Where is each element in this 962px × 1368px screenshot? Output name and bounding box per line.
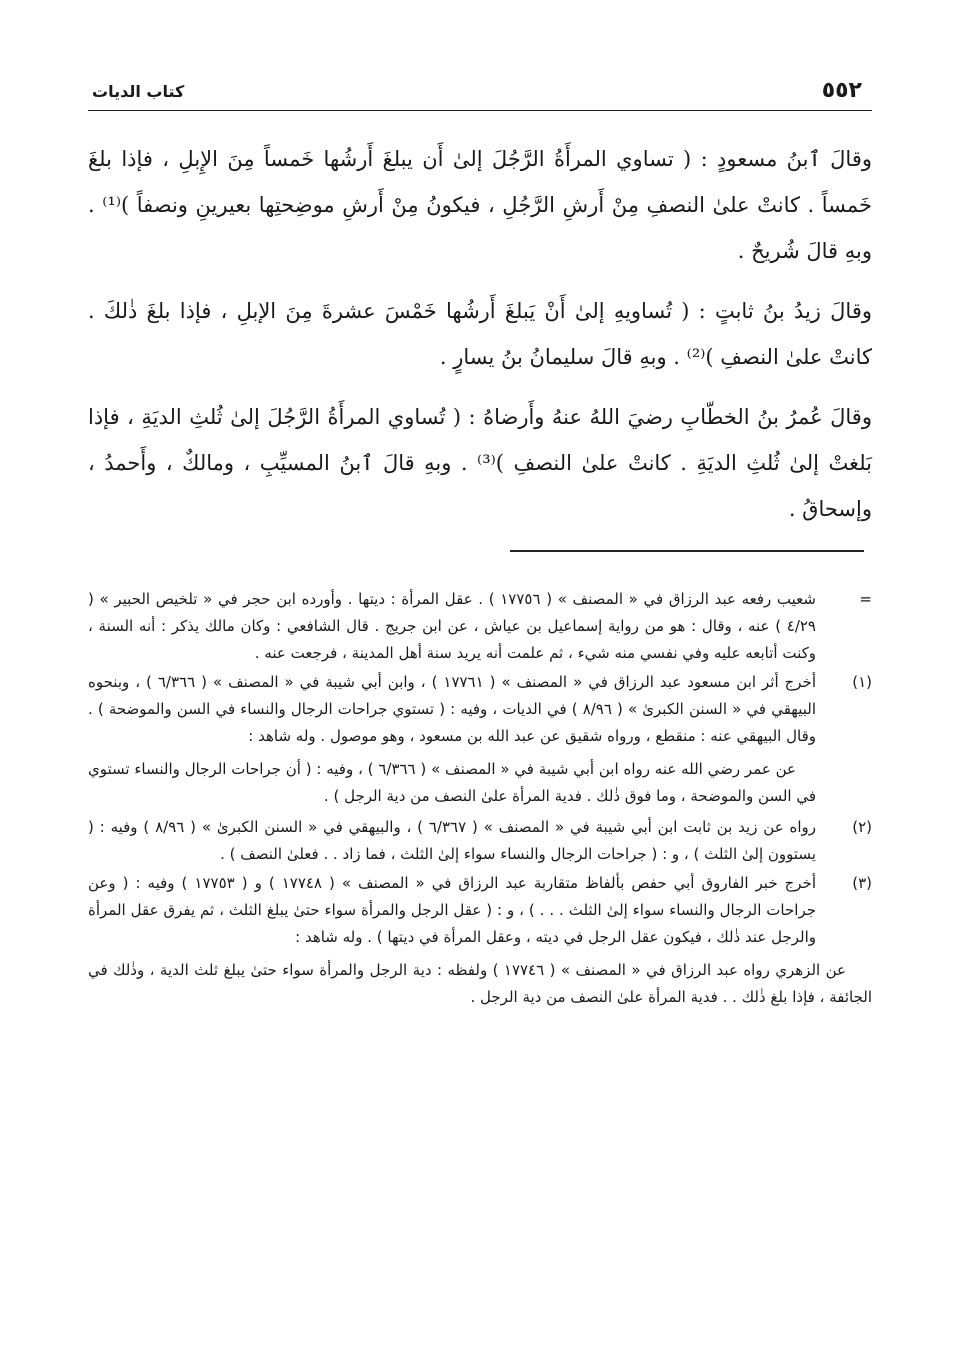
footnote-2 — [88, 814, 872, 868]
footnote-2-marker: (٢) — [852, 818, 872, 836]
footnote-continuation-marker: = — [859, 590, 872, 608]
page-number: ٥٥٢ — [821, 78, 862, 103]
footnotes — [88, 586, 872, 1015]
book-page — [88, 70, 872, 1330]
page-header — [88, 70, 872, 111]
footnote-3-marker: (٣) — [852, 874, 872, 892]
footnote-continuation-text: شعيب رفعه عبد الرزاق في « المصنف » ( ١٧٧٥٦ ) . عقل المرأة : ديتها . وأورده ابن حجر في « تلخيص الحبير » ( ٤/٢٩ ) عنه ، وقال : هو من رواية إسماعيل بن عياش ، عن ابن جريج . قال الشافعي : وكان مالك يذكر : أنه السنة ، وكنت أتابعه عليه وفي نفسي منه شيء ، ثم علمت أنه يريد سنة أهل المدينة ، فرجعت عنه . — [88, 590, 816, 662]
footnote-3-text: أخرج خبر الفاروق أبي حفص بألفاظ متقاربة عبد الرزاق في « المصنف » ( ١٧٧٤٨ ) و ( ١٧٧٥٣ ) وفيه : ( وعن جراحات الرجال والنساء سواء إلىٰ الثلث . . . ) ، و : ( عقل الرجل والمرأة سواء حتىٰ يبلغ الثلث ، ثم يفرق عقل المرأة والرجل عند ذٰلك ، فيكون عقل الرجل في ديته ، وعقل المرأة في ديتها ) . وله شاهد : — [88, 874, 816, 946]
paragraph-umar-ibn-al-khattab: وقالَ عُمرُ بنُ الخطّابِ رضيَ اللهُ عنهُ وأَرضاهُ : ( تُساوي المرأَةُ الرَّجُلَ إلىٰ ثُلثِ الديَةِ ، فإذا بَلغتْ إلىٰ ثُلثِ الديَةِ . كانتْ علىٰ النصفِ )⁽³⁾ . وبهِ قالَ ٱبنُ المسيِّبِ ، ومالكٌ ، وأَحمدُ ، وإسحاقُ . — [88, 405, 872, 521]
paragraph-zayd-ibn-thabit: وقالَ زيدُ بنُ ثابتٍ : ( تُساويهِ إلىٰ أَنْ يَبلغَ أَرشُها خَمْسَ عشرةَ مِنَ الإبلِ ، فإذا بلغَ ذٰلكَ . كانتْ علىٰ النصفِ )⁽²⁾ . وبهِ قالَ سليمانُ بنُ يسارٍ . — [88, 299, 872, 369]
footnote-continuation — [88, 586, 872, 667]
running-title: كتاب الديات — [92, 82, 185, 101]
main-text — [88, 136, 872, 546]
footnote-3-witness: عن الزهري رواه عبد الرزاق في « المصنف » ( ١٧٧٤٦ ) ولفظه : دية الرجل والمرأة سواء حتىٰ يبلغ ثلث الدية ، وذٰلك في الجائفة ، فإذا بلغ ذٰلك . . فدية المرأة علىٰ النصف من دية الرجل . — [88, 961, 872, 1006]
paragraph-ibn-masud: وقالَ ٱبنُ مسعودٍ : ( تساوي المرأَةُ الرَّجُلَ إلىٰ أَن يبلغَ أَرشُها خَمساً مِنَ الإِبلِ ، فإذا بلغَ خَمساً . كانتْ علىٰ النصفِ مِنْ أَرشِ الرَّجُلِ ، فيكونُ مِنْ أَرشِ موضِحتِها بعيرينِ ونصفاً )⁽¹⁾ . وبهِ قالَ شُريحٌ . — [88, 147, 872, 263]
footnote-3 — [88, 870, 872, 951]
footnote-separator — [510, 550, 864, 552]
footnote-1-witness: عن عمر رضي الله عنه رواه ابن أبي شيبة في « المصنف » ( ٦/٣٦٦ ) ، وفيه : ( أن جراحات الرجال والنساء تستوي في السن والموضحة ، وما فوق ذٰلك . فدية المرأة علىٰ النصف من دية الرجل ) . — [88, 760, 816, 805]
footnote-1 — [88, 669, 872, 750]
footnote-1-marker: (١) — [852, 673, 872, 691]
footnote-1-text: أخرج أثر ابن مسعود عبد الرزاق في « المصنف » ( ١٧٧٦١ ) ، وابن أبي شيبة في « المصنف » ( ٦/٣٦٦ ) ، وبنحوه البيهقي في « السنن الكبرىٰ » ( ٨/٩٦ ) في الديات ، وفيه : ( تستوي جراحات الرجال والنساء في السن والموضحة ) . وقال البيهقي عنه : منقطع ، ورواه شقيق عن عبد الله بن مسعود ، وهو موصول . وله شاهد : — [88, 673, 817, 745]
footnote-2-text: رواه عن زيد بن ثابت ابن أبي شيبة في « المصنف » ( ٦/٣٦٧ ) ، والبيهقي في « السنن الكبرىٰ » ( ٨/٩٦ ) وفيه : ( يستوون إلىٰ الثلث ) ، و : ( جراحات الرجال والنساء سواء إلىٰ الثلث ، فما زاد . . فعلىٰ النصف ) . — [88, 818, 817, 863]
